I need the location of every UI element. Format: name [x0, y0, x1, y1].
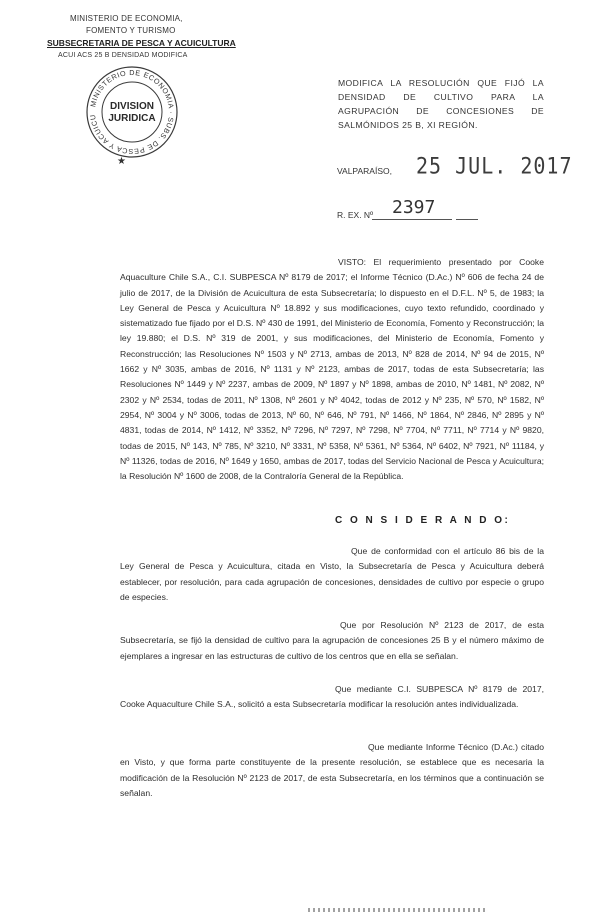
stamp-line1: DIVISION: [110, 101, 154, 112]
division-juridica-stamp: [84, 64, 180, 160]
considerando-heading: C O N S I D E R A N D O:: [335, 515, 511, 526]
stamp-star-icon: ★: [117, 156, 126, 167]
stamp-line2: JURIDICA: [108, 113, 156, 124]
considerando-1: Que de conformidad con el artículo 86 bis de la Ley General de Pesca y Acuicultura, citada en Visto, la Subsecretaría de Pesca y Acuicultura deberá establecer, por resolución, para cada agrupación de concesiones, densidades de cultivo por especie o grupo de especies.: [120, 546, 544, 602]
considerando-2: Que por Resolución Nº 2123 de 2017, de esta Subsecretaría, se fijó la densidad de cultivo para la agrupación de concesiones 25 B y el número máximo de ejemplares a ingresar en las estructuras de cultivo de los centros que en ella se señalan.: [120, 620, 544, 661]
considerando-3: Que mediante C.I. SUBPESCA Nº 8179 de 2017, Cooke Aquaculture Chile S.A., solicitó a esta Subsecretaría modificar la resolución antes individualizada.: [120, 684, 544, 710]
document-reference: ACUI ACS 25 B DENSIDAD MODIFICA: [58, 52, 188, 59]
rex-underline-short: [456, 219, 478, 220]
subsecretaria-name: SUBSECRETARIA DE PESCA Y ACUICULTURA: [47, 38, 236, 48]
resolution-date: 25 JUL. 2017: [416, 152, 573, 180]
considerando-4: Que mediante Informe Técnico (D.Ac.) citado en Visto, y que forma parte constituyente de la presente resolución, se establece que es necesaria la modificación de la Resolución Nº 2123 de 2017, de esta Subsecretaría, en los términos que a continuación se señalan.: [120, 742, 544, 798]
rex-number: 2397: [392, 197, 436, 218]
ministry-name-line1: MINISTERIO DE ECONOMIA,: [70, 14, 183, 23]
scan-edge-mark: [308, 908, 488, 912]
resolution-summary: MODIFICA LA RESOLUCIÓN QUE FIJÓ LA DENSIDAD DE CULTIVO PARA LA AGRUPACIÓN DE CONCESIONES DE SALMÓNIDOS 25 B, XI REGIÓN.: [338, 78, 544, 130]
ministry-name-line2: FOMENTO Y TURISMO: [86, 26, 176, 35]
rex-label: R. EX. Nº: [337, 210, 374, 220]
stamp-ring-text: MINISTERIO DE ECONOMIA · SUBS. DE PESCA Y ACUICU: [87, 67, 177, 157]
rex-underline: [372, 219, 452, 220]
place-label: VALPARAÍSO,: [337, 166, 392, 176]
visto-paragraph: VISTO: El requerimiento presentado por Cooke Aquaculture Chile S.A., C.I. SUBPESCA Nº 8179 de 2017; el Informe Técnico (D.Ac.) Nº 606 de fecha 24 de julio de 2017, de la División de Acuicultura de esta Subsecretaría; lo dispuesto en el D.F.L. Nº 5, de 1983; la Ley General de Pesca y Acuicultura Nº 18.892 y sus modificaciones, cuyo texto refundido, coordinado y sistematizado fue fijado por el D.S. Nº 430 de 1991, del Ministerio de Economía, Fomento y Reconstrucción; la ley 19.880; el D.S. Nº 319 de 2001, y sus modificaciones, del Ministerio de Economía, Fomento y Reconstrucción; las Resoluciones Nº 1503 y Nº 2713, ambas de 2013, Nº 828 de 2014, Nº 94 de 2015, Nº 1662 y Nº 3035, ambas de 2016, Nº 1131 y Nº 2123, ambas de 2017, todas de esta Subsecretaría; las Resoluciones Nº 1449 y Nº 2237, ambas de 2009, Nº 1897 y Nº 1898, ambas de 2010, Nº 1481, Nº 2082, Nº 2302 y Nº 2534, todas de 2011, Nº 1308, Nº 2601 y Nº 4042, todas de 2012 y Nº 235, Nº 570, Nº 1582, Nº 2954, Nº 3004 y Nº 3006, todas de 2013, Nº 60, Nº 646, Nº 791, Nº 1466, Nº 1864, Nº 2846, Nº 2895 y Nº 4831, todas de 2014, Nº 1412, Nº 3352, Nº 7296, Nº 7297, Nº 7298, Nº 7704, Nº 7711, Nº 7714 y Nº 9820, todas de 2015, Nº 143, Nº 785, Nº 3210, Nº 3331, Nº 5358, Nº 5361, Nº 5364, Nº 6402, Nº 7921, Nº 11184, y Nº 11326, todas de 2016, Nº 1649 y 1650, ambas de 2017, todas del Servicio Nacional de Pesca y Acuicultura; la Resolución Nº 1600 de 2008, de la Contraloría General de la República.: [120, 257, 544, 482]
stamp-seal-icon: [84, 64, 180, 160]
